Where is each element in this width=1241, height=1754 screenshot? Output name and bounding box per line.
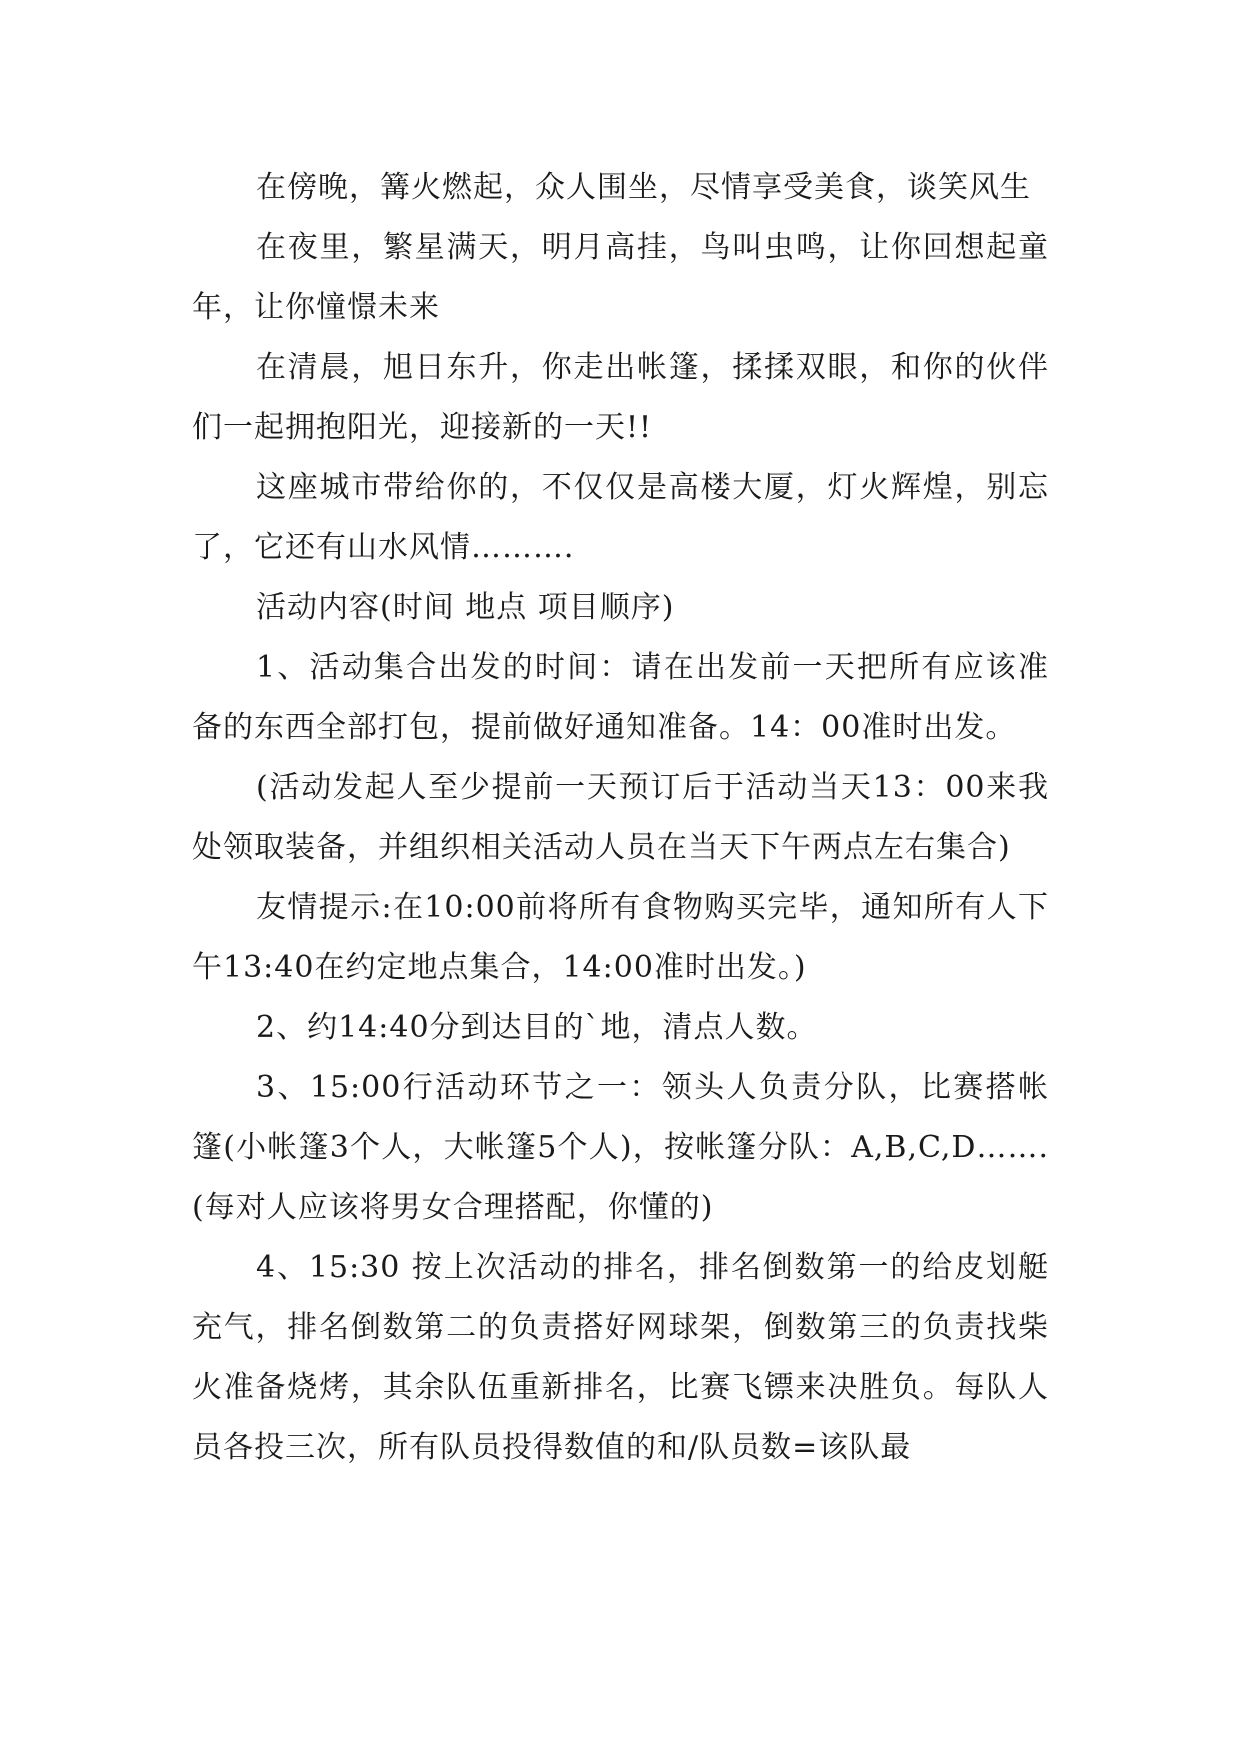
paragraph-organizer-note: (活动发起人至少提前一天预订后于活动当天13：00来我处领取装备，并组织相关活动人员在当天下午两点左右集合) — [192, 770, 1049, 865]
document-body — [192, 158, 1049, 1478]
paragraph-morning: 在清晨，旭日东升，你走出帐篷，揉揉双眼，和你的伙伴们一起拥抱阳光，迎接新的一天!! — [192, 350, 1049, 445]
paragraph-night: 在夜里，繁星满天，明月高挂，鸟叫虫鸣，让你回想起童年，让你憧憬未来 — [192, 230, 1049, 325]
paragraph-item-3: 3、15:00行活动环节之一：领头人负责分队，比赛搭帐篷(小帐篷3个人，大帐篷5个人)，按帐篷分队：A,B,C,D…….(每对人应该将男女合理搭配，你懂的) — [192, 1070, 1049, 1225]
paragraph-evening: 在傍晚，篝火燃起，众人围坐，尽情享受美食，谈笑风生 — [256, 170, 1031, 205]
paragraph-activity-heading: 活动内容(时间 地点 项目顺序) — [256, 590, 675, 625]
paragraph-item-1: 1、活动集合出发的时间：请在出发前一天把所有应该准备的东西全部打包，提前做好通知准备。14：00准时出发。 — [192, 650, 1049, 745]
paragraph-city: 这座城市带给你的，不仅仅是高楼大厦，灯火辉煌，别忘了，它还有山水风情………． — [192, 470, 1049, 565]
paragraph-item-2: 2、约14:40分到达目的`地，清点人数。 — [256, 1010, 818, 1045]
paragraph-friendly-tip: 友情提示:在10:00前将所有食物购买完毕，通知所有人下午13:40在约定地点集合，14:00准时出发。) — [192, 890, 1049, 985]
paragraph-item-4: 4、15:30 按上次活动的排名，排名倒数第一的给皮划艇充气，排名倒数第二的负责搭好网球架，倒数第三的负责找柴火准备烧烤，其余队伍重新排名，比赛飞镖来决胜负。每队人员各投三次，所有队员投得数值的和/队员数=该队最 — [192, 1250, 1049, 1465]
